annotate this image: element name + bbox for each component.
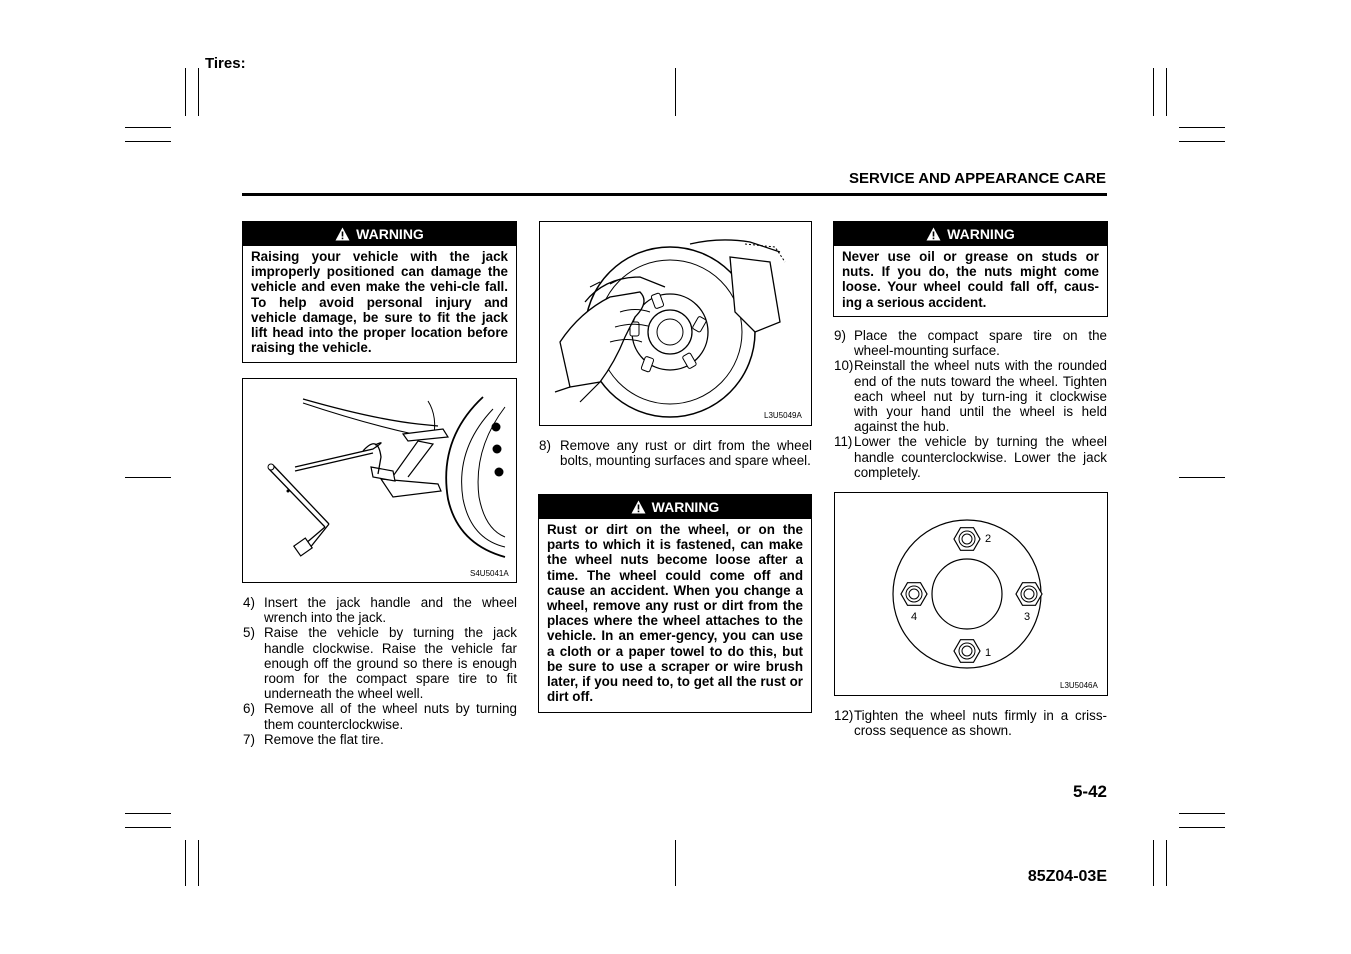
warning-header xyxy=(539,495,811,519)
step-item: 4) Insert the jack handle and the wheel wrench into the jack. xyxy=(243,595,517,626)
crop-mark xyxy=(1179,141,1225,142)
jack-and-wheel-drawing xyxy=(243,379,516,582)
step-item: 11) Lower the vehicle by turning the wheel handle counterclockwise. Lower the jack completely. xyxy=(834,434,1107,480)
step-item: 10) Reinstall the wheel nuts with the rounded end of the nuts toward the wheel. Tighten each wheel nut by turn-ing it clockwise with your hand until the wheel is held against the hub. xyxy=(834,358,1107,435)
warning-text: Raising your vehicle with the jack improperly positioned can damage the vehicle and even make the vehi-cle fall. To help avoid personal injury and vehicle damage, be sure to fit the jack lift head into the proper location before raising the vehicle. xyxy=(251,249,508,356)
crop-mark xyxy=(1179,813,1225,814)
nut-3 xyxy=(1016,583,1042,606)
crop-mark xyxy=(675,840,676,886)
step-item: 9) Place the compact spare tire on the wheel-mounting surface. xyxy=(834,328,1107,359)
brake-hub-drawing xyxy=(540,222,811,425)
nut-label: 4 xyxy=(911,611,918,623)
crop-mark xyxy=(198,840,199,886)
chapter-tab-label: Tires: xyxy=(205,55,246,72)
nut-label: 2 xyxy=(985,533,992,545)
warning-title: WARNING xyxy=(947,226,1015,242)
figure-code: L3U5046A xyxy=(1060,681,1098,690)
warning-triangle-icon xyxy=(926,227,941,241)
crop-mark xyxy=(125,127,171,128)
crop-mark xyxy=(1179,827,1225,828)
figure-code: S4U5041A xyxy=(470,569,509,578)
crop-mark xyxy=(1153,840,1154,886)
rust-warning-box xyxy=(538,494,812,713)
warning-text: Never use oil or grease on studs or nuts. If you do, the nuts might come loose. Your wheel could fall off, caus-ing a serious accident. xyxy=(842,249,1099,310)
nut-4 xyxy=(901,583,927,606)
jack-illustration xyxy=(242,378,517,583)
crop-mark xyxy=(125,477,171,478)
step-item: 12) Tighten the wheel nuts firmly in a criss-cross sequence as shown. xyxy=(834,708,1107,739)
step-item: 6) Remove all of the wheel nuts by turning them counterclockwise. xyxy=(243,701,517,732)
crop-mark xyxy=(185,840,186,886)
warning-triangle-icon xyxy=(335,227,350,241)
crop-mark xyxy=(675,68,676,116)
crop-mark xyxy=(1166,840,1167,886)
header-rule xyxy=(242,193,1107,196)
nut-sequence-diagram xyxy=(834,492,1108,696)
hub-cleaning-illustration xyxy=(539,221,812,426)
crop-mark xyxy=(198,68,199,116)
nut-label: 3 xyxy=(1024,611,1031,623)
document-code: 85Z04-03E xyxy=(1027,868,1107,885)
warning-text: Rust or dirt on the wheel, or on the parts to which it is fastened, can make the wheel nuts become loose after a time. The wheel could come off and cause an accident. When you change a wheel, remove any rust or dirt from the places where the wheel attaches to the vehicle. In an emer-gency, you can use a cloth or a paper towel to do this, but be sure to use a scraper or wire brush later, if you need to, to get all the rust or dirt off. xyxy=(547,522,803,705)
jack-warning-box xyxy=(242,221,517,363)
crop-mark xyxy=(125,141,171,142)
step-item: 5) Raise the vehicle by turning the jack handle clockwise. Raise the vehicle far enough off the ground so there is enough room for the compact spare tire to fit underneath the wheel well. xyxy=(243,625,517,702)
crop-mark xyxy=(1166,68,1167,116)
wheel-nut-pattern-drawing xyxy=(835,493,1107,695)
step-8 xyxy=(539,438,812,468)
step-12 xyxy=(834,708,1107,738)
step-item: 7) Remove the flat tire. xyxy=(243,731,384,747)
warning-header xyxy=(243,222,516,246)
warning-triangle-icon xyxy=(631,500,646,514)
oil-warning-box xyxy=(833,221,1108,317)
nut-1 xyxy=(954,640,980,663)
crop-mark xyxy=(1179,477,1225,478)
section-title: SERVICE AND APPEARANCE CARE xyxy=(849,170,1106,187)
warning-title: WARNING xyxy=(356,226,424,242)
crop-mark xyxy=(1153,68,1154,116)
page-number: 5-42 xyxy=(1072,782,1107,801)
warning-header xyxy=(834,222,1107,246)
warning-title: WARNING xyxy=(651,499,720,515)
steps-9-11 xyxy=(834,328,1107,480)
step-item: 8) Remove any rust or dirt from the wheel bolts, mounting surfaces and spare wheel. xyxy=(539,438,812,469)
nut-label: 1 xyxy=(985,647,992,659)
crop-mark xyxy=(1179,127,1225,128)
figure-code: L3U5049A xyxy=(764,411,802,420)
crop-mark xyxy=(125,813,171,814)
crop-mark xyxy=(125,827,171,828)
steps-4-7 xyxy=(243,595,517,747)
nut-2 xyxy=(954,528,980,551)
crop-mark xyxy=(185,68,186,116)
